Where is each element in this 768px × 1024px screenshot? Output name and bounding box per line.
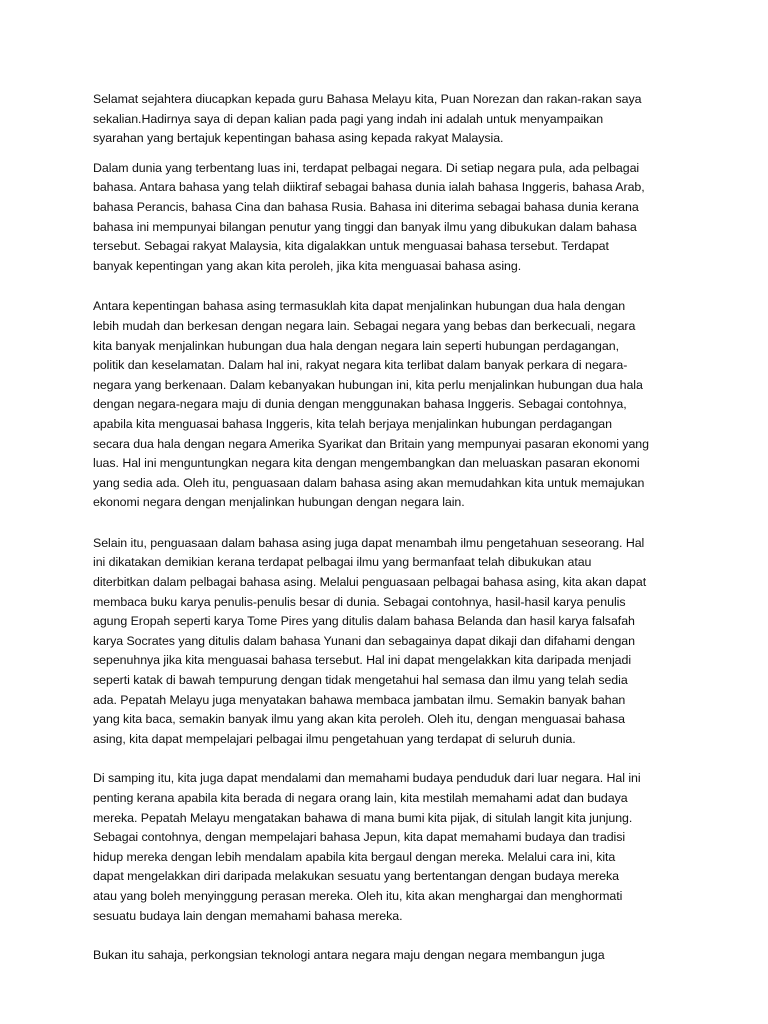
text-line: mereka. Pepatah Melayu mengatakan bahawa di mana bumi kita pijak, di situlah langit kita junjung. <box>93 810 633 825</box>
text-line: banyak kepentingan yang akan kita peroleh, jika kita menguasai bahasa asing. <box>93 258 522 273</box>
text-line: atau yang boleh menyinggung perasan mereka. Oleh itu, kita akan menghargai dan menghormati <box>93 888 623 903</box>
text-line: politik dan keselamatan. Dalam hal ini, rakyat negara kita terlibat dalam banyak perkara di negara- <box>93 358 628 373</box>
text-line: membaca buku karya penulis-penulis besar di dunia. Sebagai contohnya, hasil-hasil karya penulis <box>93 594 626 609</box>
text-line: Sebagai contohnya, dengan mempelajari bahasa Jepun, kita dapat memahami budaya dan tradisi <box>93 830 626 845</box>
text-line: syarahan yang bertajuk kepentingan bahasa asing kepada rakyat Malaysia. <box>93 131 504 146</box>
text-line: tersebut. Sebagai rakyat Malaysia, kita digalakkan untuk menguasai bahasa tersebut. Terdapat <box>93 239 609 254</box>
text-line: dengan negara-negara maju di dunia dengan menggunakan bahasa Inggeris. Sebagai contohnya, <box>93 397 627 412</box>
text-line: hidup mereka dengan lebih mendalam apabila kita bergaul dengan mereka. Melalui cara ini, kita <box>93 849 616 864</box>
text-line: ini dikatakan demikian kerana terdapat pelbagai ilmu yang bermanfaat telah dibukukan atau <box>93 555 592 570</box>
document-page <box>93 90 683 986</box>
text-line: ada. Pepatah Melayu juga menyatakan bahawa membaca jambatan ilmu. Semakin banyak bahan <box>93 692 626 707</box>
text-line: sepenuhnya jika kita menguasai bahasa tersebut. Hal ini dapat mengelakkan kita daripada menjadi <box>93 653 632 668</box>
paragraph-greeting <box>93 90 683 149</box>
text-line: luas. Hal ini menguntungkan negara kita dengan mengembangkan dan meluaskan pasaran ekonomi <box>93 456 640 471</box>
text-line: Dalam dunia yang terbentang luas ini, terdapat pelbagai negara. Di setiap negara pula, ada pelbagai <box>93 160 640 175</box>
text-line: Antara kepentingan bahasa asing termasuklah kita dapat menjalinkan hubungan dua hala dengan <box>93 299 626 314</box>
text-line: dapat mengelakkan diri daripada melakukan sesuatu yang bertentangan dengan budaya mereka <box>93 869 620 884</box>
text-line: Selain itu, penguasaan dalam bahasa asing juga dapat menambah ilmu pengetahuan seseorang. Hal <box>93 535 645 550</box>
paragraph-culture <box>93 769 683 926</box>
text-line: secara dua hala dengan negara Amerika Syarikat dan Britain yang mempunyai pasaran ekonomi yang <box>93 436 649 451</box>
text-line: diterbitkan dalam pelbagai bahasa asing. Melalui penguasaan pelbagai bahasa asing, kita akan dapat <box>93 575 647 590</box>
text-line: karya Socrates yang ditulis dalam bahasa Yunani dan sebagainya dapat dikaji dan difahami dengan <box>93 633 635 648</box>
text-line: yang sedia ada. Oleh itu, penguasaan dalam bahasa asing akan memudahkan kita untuk memajukan <box>93 475 645 490</box>
text-line: sekalian.Hadirnya saya di depan kalian pada pagi yang indah ini adalah untuk menyampaikan <box>93 111 604 126</box>
text-line: asing, kita dapat mempelajari pelbagai ilmu pengetahuan yang terdapat di seluruh dunia. <box>93 731 576 746</box>
text-line: sesuatu budaya lain dengan memahami bahasa mereka. <box>93 908 403 923</box>
text-line: agung Eropah seperti karya Tome Pires yang ditulis dalam bahasa Belanda dan hasil karya falsafah <box>93 614 635 629</box>
text-line: bahasa. Antara bahasa yang telah diiktiraf sebagai bahasa dunia ialah bahasa Inggeris, bahasa Arab, <box>93 180 645 195</box>
text-line: lebih mudah dan berkesan dengan negara lain. Sebagai negara yang bebas dan berkecuali, negara <box>93 318 636 333</box>
text-line: Bukan itu sahaja, perkongsian teknologi antara negara maju dengan negara membangun juga <box>93 948 605 963</box>
paragraph-knowledge <box>93 534 683 750</box>
text-line: Selamat sejahtera diucapkan kepada guru Bahasa Melayu kita, Puan Norezan dan rakan-rakan saya <box>93 92 642 106</box>
text-line: kita banyak menjalinkan hubungan dua hala dengan negara lain seperti hubungan perdagangan, <box>93 338 619 353</box>
text-line: ekonomi negara dengan menjalinkan hubungan dengan negara lain. <box>93 495 465 510</box>
text-line: seperti katak di bawah tempurung dengan tidak mengetahui hal semasa dan ilmu yang telah sedia <box>93 673 628 688</box>
text-line: penting kerana apabila kita berada di negara orang lain, kita mestilah memahami adat dan budaya <box>93 791 628 805</box>
paragraph-introduction <box>93 159 683 277</box>
text-line: apabila kita menguasai bahasa Inggeris, kita telah berjaya menjalinkan hubungan perdagangan <box>93 416 612 431</box>
paragraph-bilateral-relations <box>93 297 683 513</box>
text-line: bahasa ini mempunyai bilangan penutur yang tinggi dan banyak ilmu yang dibukukan dalam bahasa <box>93 219 637 234</box>
paragraph-technology <box>93 946 683 966</box>
text-line: negara yang berkenaan. Dalam kebanyakan hubungan ini, kita perlu menjalinkan hubungan dua hala <box>93 377 643 392</box>
text-line: yang kita baca, semakin banyak ilmu yang akan kita peroleh. Oleh itu, dengan menguasai bahasa <box>93 712 625 727</box>
text-line: bahasa Perancis, bahasa Cina dan bahasa Rusia. Bahasa ini diterima sebagai bahasa dunia kerana <box>93 199 639 214</box>
text-line: Di samping itu, kita juga dapat mendalami dan memahami budaya penduduk dari luar negara. Hal ini <box>93 771 641 786</box>
